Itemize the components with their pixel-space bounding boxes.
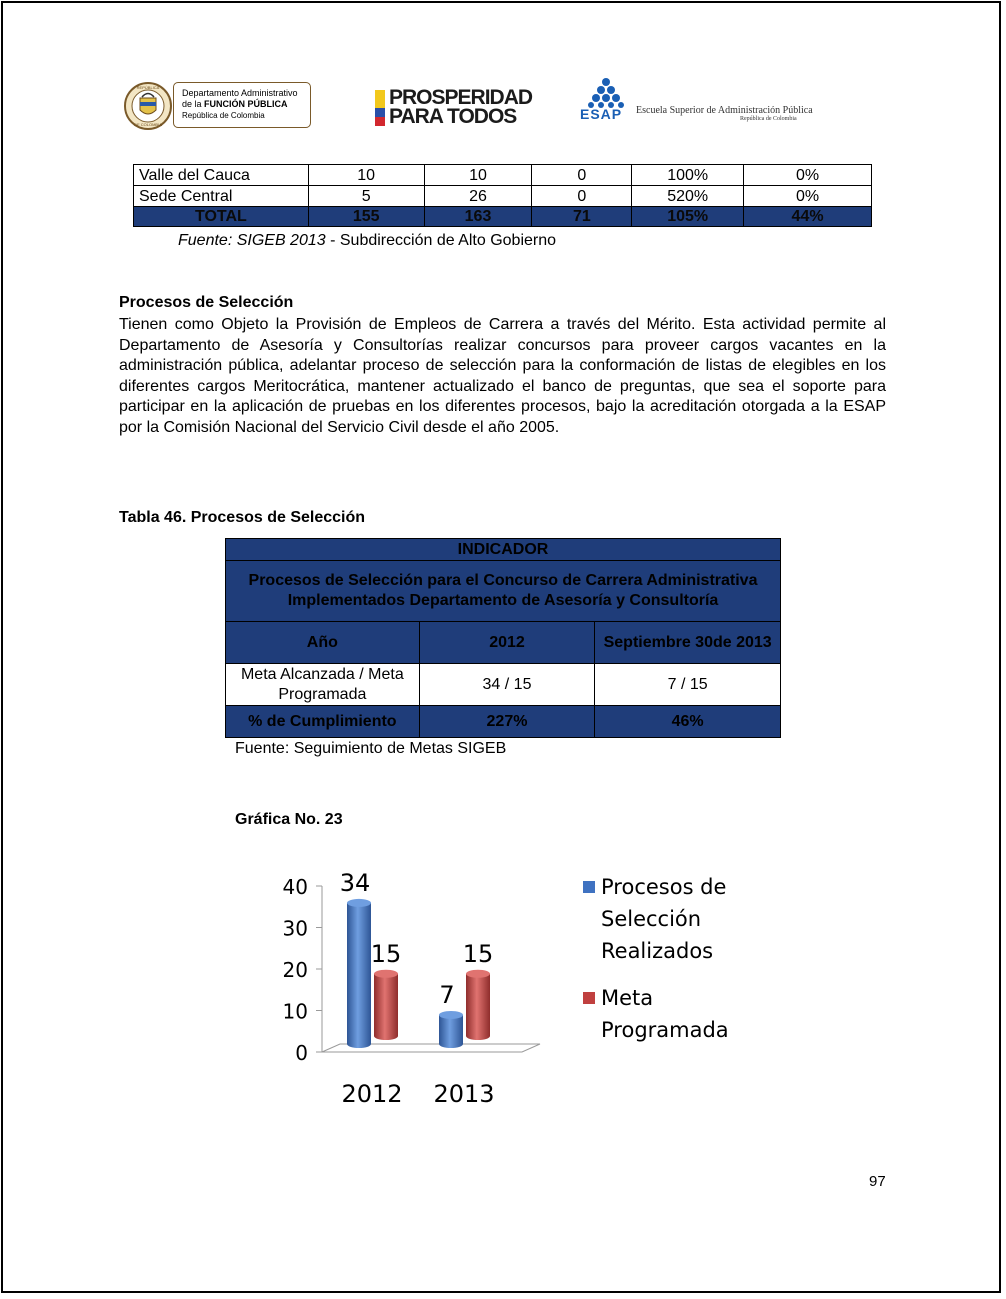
data-label: 34 [339, 868, 371, 897]
bar-top-cap [466, 970, 490, 978]
table-row [134, 165, 872, 186]
legend-label: Programada [601, 1018, 729, 1042]
y-tick-label: 20 [282, 958, 308, 982]
table-cell: 163 [424, 207, 532, 227]
dafp-line2-bold: FUNCIÓN PÚBLICA [204, 99, 288, 109]
dafp-line3: República de Colombia [182, 111, 265, 120]
table-total-row [134, 207, 872, 227]
table-cell: 5 [308, 186, 424, 207]
col-header-2013: Septiembre 30de 2013 [595, 622, 781, 664]
dafp-line1: Departamento Administrativo [182, 88, 298, 98]
bar-chart [270, 860, 750, 1120]
legend-swatch [583, 881, 595, 893]
table-row [226, 561, 781, 622]
table-cell: 7 / 15 [595, 664, 781, 706]
prosperidad-logo [375, 86, 533, 128]
table-cell: 100% [632, 165, 744, 186]
y-tick-label: 40 [282, 875, 308, 899]
legend-label: Procesos de [601, 875, 727, 899]
legend-label: Selección [601, 907, 702, 931]
table-cell: 44% [744, 207, 872, 227]
esap-dots-icon [580, 78, 632, 108]
table-cell: Sede Central [134, 186, 309, 207]
table-cell: 155 [308, 207, 424, 227]
table-cell: 0% [744, 186, 872, 207]
source-rest: - Subdirección de Alto Gobierno [325, 232, 557, 249]
y-tick-label: 0 [295, 1041, 308, 1065]
table-cell: 0 [532, 186, 632, 207]
esap-acronym: ESAP [580, 106, 623, 122]
table-cell: 105% [632, 207, 744, 227]
esap-name: Escuela Superior de Administración Pública [636, 105, 813, 116]
col-header-year: Año [226, 622, 420, 664]
bar-top-cap [439, 1011, 463, 1019]
table46-source: Fuente: Seguimiento de Metas SIGEB [235, 740, 507, 757]
table-cell: % de Cumplimiento [226, 706, 420, 738]
table-row [226, 622, 781, 664]
bar-procesos-de-selección-realizados-2012 [347, 903, 371, 1048]
bar-procesos-de-selección-realizados-2013 [439, 1015, 463, 1048]
table-source [178, 232, 556, 250]
bar-top-cap [374, 970, 398, 978]
seal-text-top: REPÚBLICA [136, 85, 160, 90]
section-title: Procesos de Selección [119, 294, 294, 311]
dafp-line2-prefix: de la [182, 99, 205, 109]
table46-title: Tabla 46. Procesos de Selección [119, 509, 366, 526]
bar-top-cap [347, 899, 371, 907]
dafp-logo [123, 80, 313, 132]
prosperidad-text [389, 88, 532, 126]
chart-title: Gráfica No. 23 [235, 811, 343, 828]
table-cell: Valle del Cauca [134, 165, 309, 186]
table-row [226, 539, 781, 561]
page-number: 97 [869, 1173, 886, 1190]
table-cell: 227% [419, 706, 595, 738]
legend-swatch [583, 992, 595, 1004]
section-paragraph: Tienen como Objeto la Provisión de Empleos de Carrera a través del Mérito. Esta actividad permite al Departamento de Asesoría y Consultorías realizar concursos para proveer cargos vacantes en la administración pública, adelantar proceso de selección para la conformación de listas de elegibles en los diferentes cargos Meritocrática, mantener actualizado el banco de preguntas, que sea el soporte para participar en la aplicación de pruebas en los diferentes procesos, bajo la acreditación otorgada a la ESAP por la Comisión Nacional del Servicio Civil desde el año 2005. [119, 316, 886, 436]
seal-text-bottom: DE COLOMBIA [134, 122, 162, 127]
flag-stripe-icon [375, 90, 385, 126]
regional-table [133, 164, 872, 227]
table-row [226, 664, 781, 706]
table-cell: TOTAL [134, 207, 309, 227]
table-cell: Meta Alcanzada / Meta Programada [226, 664, 420, 706]
table-cell: 520% [632, 186, 744, 207]
dafp-line2 [182, 99, 310, 110]
x-tick-label: 2012 [341, 1080, 403, 1108]
indicator-header: INDICADOR [226, 539, 781, 561]
bar-meta-programada-2013 [466, 974, 490, 1040]
table-cell: 46% [595, 706, 781, 738]
data-label: 15 [462, 939, 494, 968]
col-header-2012: 2012 [419, 622, 595, 664]
table-cell: 71 [532, 207, 632, 227]
indicator-table [225, 538, 781, 738]
esap-logo [580, 78, 815, 128]
table-cell: 10 [424, 165, 532, 186]
esap-subtitle: República de Colombia [740, 116, 797, 122]
table-cell: 0 [532, 165, 632, 186]
y-tick-label: 30 [282, 916, 308, 941]
legend-label: Meta [601, 986, 654, 1010]
prosperidad-line1: PROSPERIDAD [389, 86, 533, 109]
indicator-name: Procesos de Selección para el Concurso de Carrera Administrativa Implementados Departamento de Asesoría y Consultoría [226, 561, 781, 622]
table-row [134, 186, 872, 207]
x-tick-label: 2013 [433, 1080, 495, 1108]
legend-label: Realizados [601, 939, 714, 963]
dafp-name-box [173, 82, 311, 128]
bar-meta-programada-2012 [374, 974, 398, 1040]
table-cell: 10 [308, 165, 424, 186]
table-cell: 0% [744, 165, 872, 186]
table-cell: 26 [424, 186, 532, 207]
source-italic: Fuente: SIGEB 2013 [178, 232, 326, 249]
table-row [226, 706, 781, 738]
data-label: 15 [370, 939, 402, 968]
data-label: 7 [439, 980, 455, 1009]
colombia-seal-icon [123, 80, 173, 132]
table-cell: 34 / 15 [419, 664, 595, 706]
prosperidad-line2: PARA TODOS [389, 105, 517, 128]
y-tick-label: 10 [282, 999, 308, 1024]
